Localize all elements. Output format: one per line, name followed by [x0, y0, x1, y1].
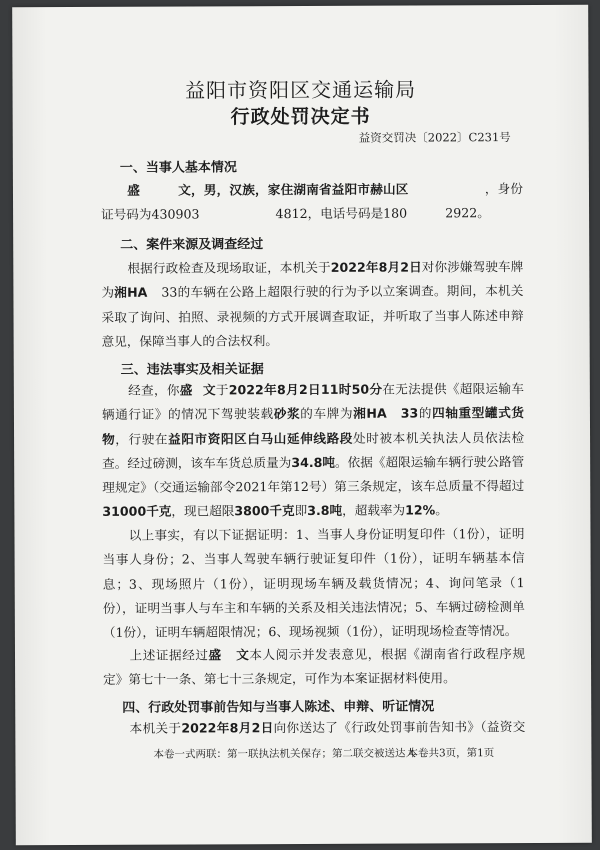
document-page — [12, 5, 592, 846]
section-3-paragraph-2: 以上事实，有以下证据证明：1、当事人身份证明复印件（1份），证明当事人身份；2、当事人驾驶车辆行驶证复印件（1份），证明车辆基本信息；3、现场照片（1份），证明现场车辆及载货情况；4、询问笔录（1份），证明当事人与车主和车辆的关系及相关违法情况；5、车辆过磅检测单（1份），证明车辆超限情况；6、现场视频（1份），证明现场检查等情况。 — [102, 526, 525, 641]
section-4-heading: 四、行政处罚事前告知与当事人陈述、申辩、听证情况 — [122, 699, 435, 716]
agency-name: 益阳市资阳区交通运输局 — [184, 77, 417, 103]
section-4-paragraph: 本机关于2022年8月2日向你送达了《行政处罚事前告知书》（益资交罚告知〔2022〕C231号），告知你本机关拟作出行政处罚的事实、理由、依据及 — [129, 719, 526, 736]
section-3-heading: 三、违法事实及相关证据 — [120, 362, 264, 378]
section-2-paragraph: 根据行政检查及现场取证，本机关于2022年8月2日对你涉嫌驾驶车牌为湘HA 33的车辆在公路上超限行驶的行为予以立案调查。期间，本机关采取了询问、拍照、录视频的方式开展调查取证，并听取了当事人陈述申辩意见，保障当事人的合法权利。 — [101, 259, 524, 349]
footer-copies-note: 本卷一式两联：第一联执法机关保存；第二联交被送达人 — [153, 747, 416, 761]
document-number: 益资交罚决〔2022〕C231号 — [358, 130, 511, 145]
section-2-heading: 二、案件来源及调查经过 — [120, 237, 264, 253]
document-title: 行政处罚决定书 — [230, 105, 371, 129]
footer-page-number: 本卷共3页，第1页 — [407, 747, 495, 760]
page-footer — [15, 745, 591, 761]
section-1-heading: 一、当事人基本情况 — [119, 160, 237, 176]
section-1-paragraph: 盛 文，男，汉族，家住湖南省益阳市赫山区 ，身份证号码为430903 4812，电话号码是180 2922。 — [101, 181, 524, 223]
section-3-paragraph-1: 经查，你盛 文于2022年8月2日11时50分在无法提供《超限运输车辆通行证》的情况下驾驶装载砂浆的车牌为湘HA 33的四轴重型罐式货物，行驶在益阳市资阳区白马山延伸线路段处时被本机关执法人员依法检查。经过磅测，该车车货总质量为34.8吨。依据《超限运输车辆行驶公路管理规定》（交通运输部令2021年第12号）第三条规定，该车总质量不得超过31000千克，现已超限3800千克即3.8吨，超载率为12%。 — [101, 381, 525, 520]
section-3-paragraph-3: 上述证据经过盛 文本人阅示并发表意见，根据《湖南省行政程序规定》第七十一条、第七十三条规定，可作为本案证据材料使用。 — [103, 646, 526, 688]
